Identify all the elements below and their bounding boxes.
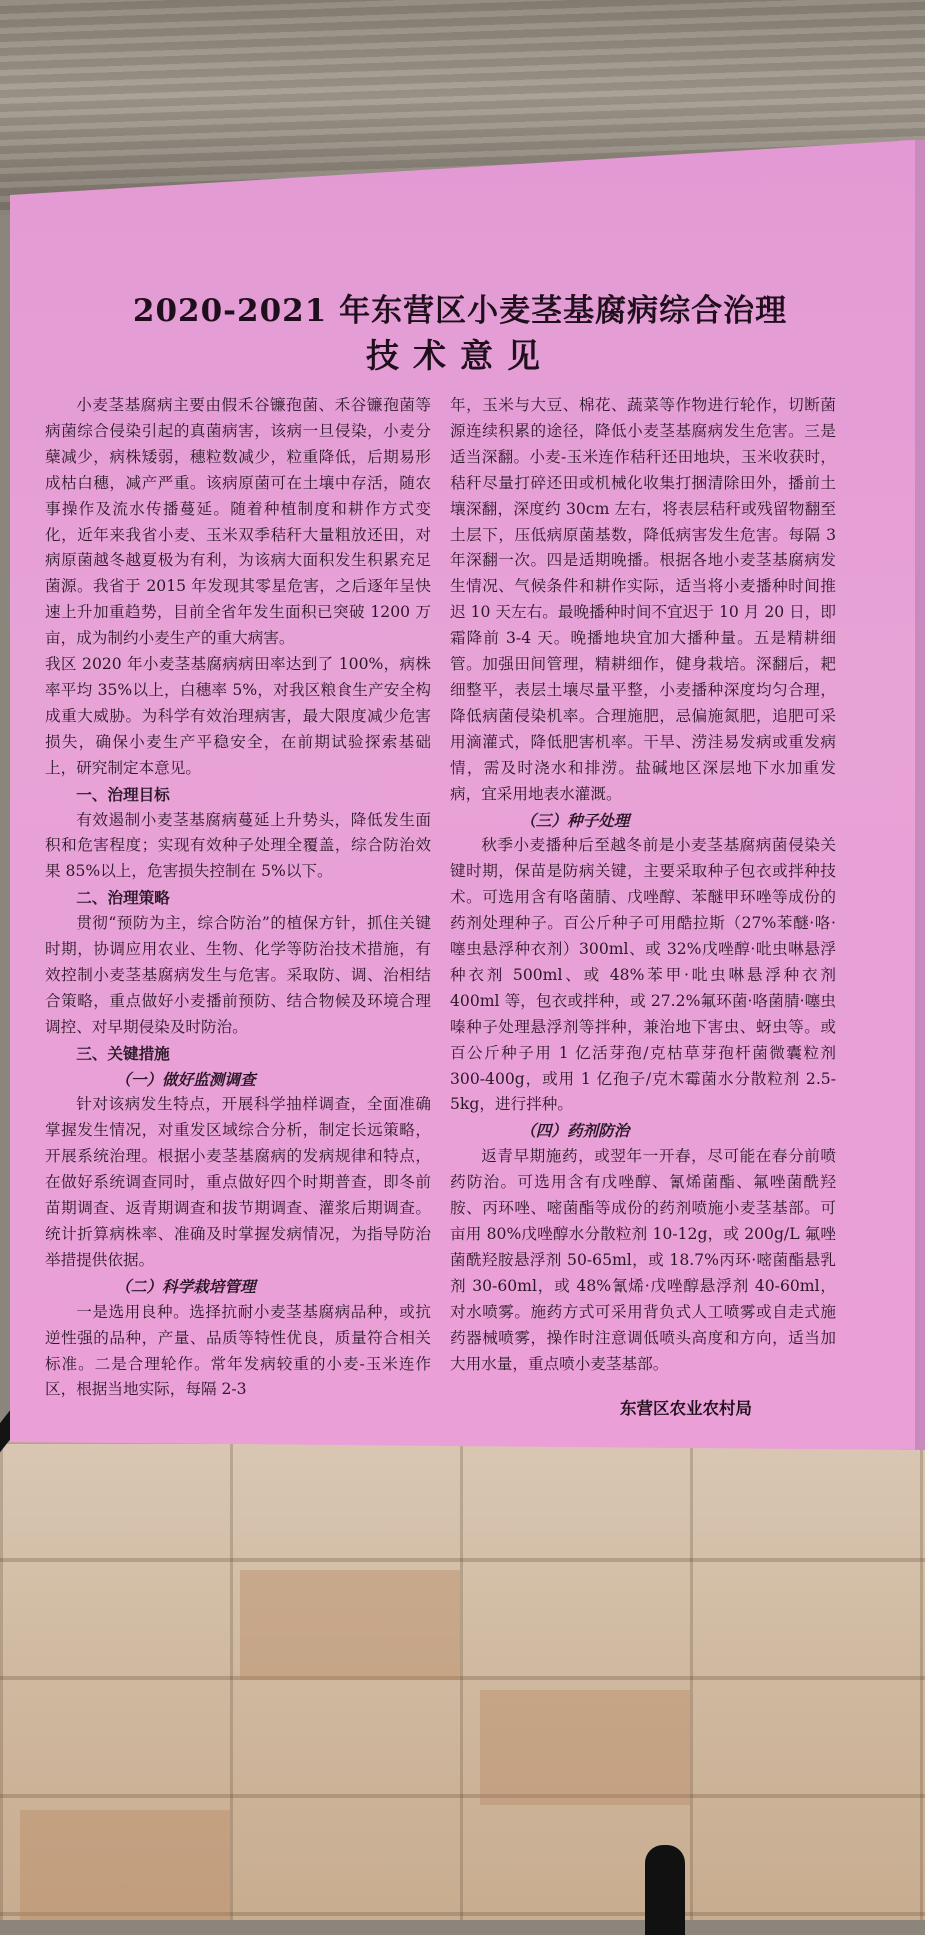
issuer-signature: 东营区农业农村局 [620, 1399, 752, 1418]
subsection-heading-cultivation: （二）科学栽培管理 [115, 1276, 256, 1296]
subsection-heading-seed-treatment: （三）种子处理 [520, 810, 630, 830]
document-title: 2020-2021 年东营区小麦茎基腐病综合治理 [132, 293, 788, 329]
cultivation-continued-paragraph: 年，玉米与大豆、棉花、蔬菜等作物进行轮作，切断菌源连续积累的途径，降低小麦茎基腐病发生危害。三是适当深翻。小麦-玉米连作秸秆还田地块，玉米收获时，秸秆尽量打碎还田或机械化收集打捆清除田外，播前土壤深翻，深度约 30cm 左右，将表层秸秆或残留物翻至土层下，压低病原菌基数，降低病害发生危害。每隔 3 年深翻一次。四是适期晚播。根据各地小麦茎基腐病发生情况、气候条件和耕作实际，适当将小麦播种时间推迟 10 天左右。最晚播种时间不宜迟于 10 月 20 日，即霜降前 3-4 天。晚播地块宜加大播种量。五是精耕细管。加强田间管理，精耕细作，健身栽培。深翻后，耙细整平，表层土壤尽量平整，小麦播种深度均匀合理，降低病菌侵染机率。合理施肥，忌偏施氮肥，追肥可采用滴灌式，降低肥害机率。干旱、涝洼易发病或重发病情，需及时浇水和排涝。盐碱地区深层地下水加重发病，宜采用地表水灌溉。 [450, 396, 836, 803]
subsection-heading-chemical-control: （四）药剂防治 [520, 1121, 630, 1141]
intro-paragraph-2: 我区 2020 年小麦茎基腐病病田率达到了 100%，病株率平均 35%以上，白穗率 5%，对我区粮食生产安全构成重大威胁。为科学有效治理病害，最大限度减少危害损失，确保小麦生产平稳安全，在前期试验探索基础上，研究制定本意见。 [45, 655, 431, 777]
tiled-floor-background [0, 1440, 925, 1920]
section-heading-targets: 一、治理目标 [76, 784, 170, 804]
document-content [45, 285, 875, 1418]
floor-tile [240, 1570, 460, 1680]
right-column [450, 393, 836, 1377]
intro-paragraph: 小麦茎基腐病主要由假禾谷镰孢菌、禾谷镰孢菌等病菌综合侵染引起的真菌病害，该病一旦侵染，小麦分蘖减少，病株矮弱，穗粒数减少，粒重降低，后期易形成枯白穗，减产严重。该病原菌可在土壤中存活，随农事操作及流水传播蔓延。随着种植制度和耕作方式变化，近年来我省小麦、玉米双季秸秆大量粗放还田，对病原菌越冬越夏极为有利，为该病大面积发生积累充足菌源。我省于 2015 年发现其零星危害，之后逐年呈快速上升加重趋势，目前全省年发生面积已突破 1200 万亩，成为制约小麦生产的重大病害。 [45, 396, 431, 648]
chemical-control-paragraph: 返青早期施药，或翌年一开春，尽可能在春分前喷药防治。可选用含有戊唑醇、氰烯菌酯、氟唑菌酰羟胺、丙环唑、嘧菌酯等成份的药剂喷施小麦茎基部。可亩用 80%戊唑醇水分散粒剂 10-12g，或 200g/L 氟唑菌酰羟胺悬浮剂 50-65ml，或 18.7%丙环·嘧菌酯悬乳剂 30-60ml，或 48%氰烯·戊唑醇悬浮剂 40-60ml，对水喷雾。施药方式可采用背负式人工喷雾或自走式施药器械喷雾，操作时注意调低喷头高度和方向，适当加大用水量，重点喷小麦茎基部。 [450, 1147, 836, 1373]
floor-tile [480, 1690, 690, 1805]
targets-paragraph: 有效遏制小麦茎基腐病蔓延上升势头，降低发生面积和危害程度；实现有效种子处理全覆盖，综合防治效果 85%以上，危害损失控制在 5%以下。 [45, 810, 431, 881]
left-column [45, 393, 431, 1403]
floor-tile [20, 1810, 230, 1920]
subsection-heading-monitoring: （一）做好监测调查 [115, 1069, 256, 1089]
monitoring-paragraph: 针对该病发生特点，开展科学抽样调查，全面准确掌握发生情况，对重发区域综合分析，制定长远策略，开展系统治理。根据小麦茎基腐病的发病规律和特点，在做好系统调查同时，重点做好四个时期普查，即冬前苗期调查、返青期调查和拔节期调查、灌浆后期调查。统计折算病株率、准确及时掌握发病情况，为指导防治举措提供依据。 [45, 1095, 431, 1269]
section-heading-strategy: 二、治理策略 [76, 888, 170, 908]
strategy-paragraph: 贯彻“预防为主，综合防治”的植保方针，抓住关键时期，协调应用农业、生物、化学等防治技术措施，有效控制小麦茎基腐病发生与危害。采取防、调、治相结合策略，重点做好小麦播前预防、结合物候及环境合理调控、对早期侵染及时防治。 [45, 914, 431, 1036]
seed-treatment-paragraph: 秋季小麦播种后至越冬前是小麦茎基腐病菌侵染关键时期，保苗是防病关键，主要采取种子包衣或拌种技术。可选用含有咯菌腈、戊唑醇、苯醚甲环唑等成份的药剂处理种子。百公斤种子可用酷拉斯（27%苯醚·咯·噻虫悬浮种衣剂）300ml、或 32%戊唑醇·吡虫啉悬浮种衣剂 500ml、或 48%苯甲·吡虫啉悬浮种衣剂 400ml 等，包衣或拌种，或 27.2%氟环菌·咯菌腈·噻虫嗪种子处理悬浮剂等拌种，兼治地下害虫、蚜虫等。或百公斤种子用 1 亿活芽孢/克枯草芽孢杆菌微囊粒剂 300-400g，或用 1 亿孢子/克木霉菌水分散粒剂 2.5-5kg，进行拌种。 [450, 836, 836, 1114]
cultivation-paragraph: 一是选用良种。选择抗耐小麦茎基腐病品种，或抗逆性强的品种，产量、品质等特性优良，质量符合相关标准。二是合理轮作。常年发病较重的小麦-玉米连作区，根据当地实际，每隔 2-3 [45, 1302, 431, 1399]
document-subtitle: 技术意见 [366, 336, 554, 375]
section-heading-measures: 三、关键措施 [76, 1043, 170, 1063]
black-cable [645, 1845, 685, 1935]
